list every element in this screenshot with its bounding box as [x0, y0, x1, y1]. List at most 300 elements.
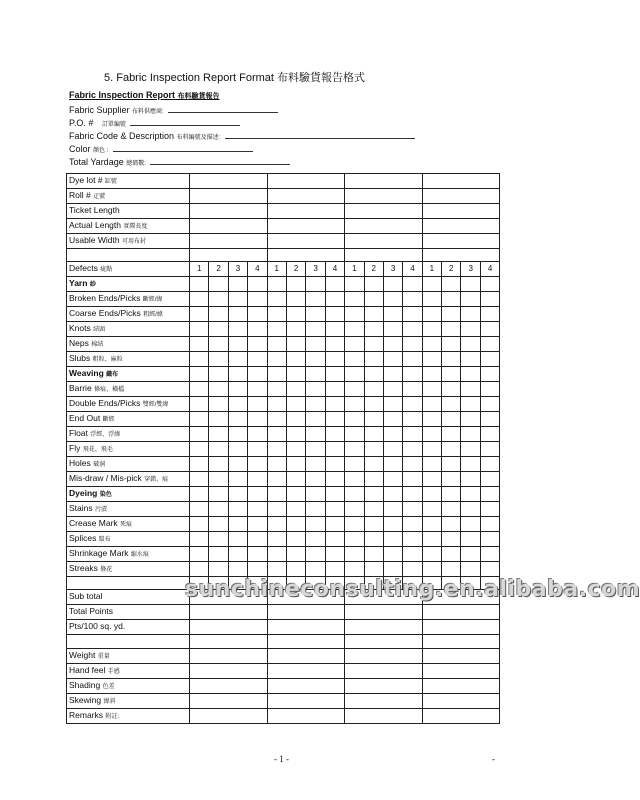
point-entry-cell[interactable] [325, 352, 344, 367]
point-entry-cell[interactable] [422, 487, 441, 502]
point-entry-cell[interactable] [325, 457, 344, 472]
point-entry-cell[interactable] [228, 337, 247, 352]
point-entry-cell[interactable] [209, 532, 228, 547]
point-entry-cell[interactable] [383, 517, 402, 532]
point-entry-cell[interactable] [190, 412, 209, 427]
point-entry-cell[interactable] [422, 397, 441, 412]
point-entry-cell[interactable] [461, 532, 480, 547]
point-entry-cell[interactable] [422, 472, 441, 487]
point-entry-cell[interactable] [209, 427, 228, 442]
point-entry-cell[interactable] [461, 487, 480, 502]
point-entry-cell[interactable] [345, 517, 364, 532]
summary-entry-cell[interactable] [267, 693, 345, 708]
point-entry-cell[interactable] [383, 547, 402, 562]
point-entry-cell[interactable] [306, 472, 325, 487]
point-entry-cell[interactable] [480, 367, 499, 382]
point-entry-cell[interactable] [461, 562, 480, 577]
point-entry-cell[interactable] [383, 427, 402, 442]
roll-entry-cell[interactable] [267, 204, 345, 219]
point-entry-cell[interactable] [325, 517, 344, 532]
summary-entry-cell[interactable] [345, 635, 423, 648]
point-entry-cell[interactable] [325, 487, 344, 502]
point-entry-cell[interactable] [383, 307, 402, 322]
point-entry-cell[interactable] [209, 292, 228, 307]
point-entry-cell[interactable] [190, 352, 209, 367]
point-entry-cell[interactable] [345, 487, 364, 502]
point-entry-cell[interactable] [442, 487, 461, 502]
point-entry-cell[interactable] [364, 442, 383, 457]
point-entry-cell[interactable] [345, 337, 364, 352]
point-entry-cell[interactable] [480, 517, 499, 532]
point-entry-cell[interactable] [364, 292, 383, 307]
roll-entry-cell[interactable] [422, 174, 500, 189]
point-entry-cell[interactable] [364, 427, 383, 442]
summary-entry-cell[interactable] [190, 663, 268, 678]
point-entry-cell[interactable] [461, 397, 480, 412]
point-entry-cell[interactable] [306, 517, 325, 532]
point-entry-cell[interactable] [461, 337, 480, 352]
point-entry-cell[interactable] [228, 307, 247, 322]
point-entry-cell[interactable] [442, 397, 461, 412]
point-entry-cell[interactable] [364, 322, 383, 337]
point-entry-cell[interactable] [267, 307, 286, 322]
point-entry-cell[interactable] [403, 502, 422, 517]
point-entry-cell[interactable] [480, 412, 499, 427]
point-entry-cell[interactable] [190, 487, 209, 502]
point-entry-cell[interactable] [267, 382, 286, 397]
point-entry-cell[interactable] [228, 382, 247, 397]
point-entry-cell[interactable] [364, 532, 383, 547]
point-entry-cell[interactable] [267, 337, 286, 352]
point-entry-cell[interactable] [325, 547, 344, 562]
summary-entry-cell[interactable] [190, 620, 268, 635]
point-entry-cell[interactable] [248, 502, 267, 517]
point-entry-cell[interactable] [325, 532, 344, 547]
point-entry-cell[interactable] [190, 277, 209, 292]
point-entry-cell[interactable] [325, 337, 344, 352]
point-entry-cell[interactable] [325, 277, 344, 292]
point-entry-cell[interactable] [442, 562, 461, 577]
point-entry-cell[interactable] [345, 532, 364, 547]
summary-entry-cell[interactable] [267, 663, 345, 678]
point-entry-cell[interactable] [403, 337, 422, 352]
point-entry-cell[interactable] [403, 292, 422, 307]
point-entry-cell[interactable] [403, 322, 422, 337]
point-entry-cell[interactable] [267, 547, 286, 562]
point-entry-cell[interactable] [461, 502, 480, 517]
point-entry-cell[interactable] [422, 367, 441, 382]
point-entry-cell[interactable] [286, 382, 305, 397]
point-entry-cell[interactable] [325, 412, 344, 427]
point-entry-cell[interactable] [306, 292, 325, 307]
point-entry-cell[interactable] [422, 442, 441, 457]
point-entry-cell[interactable] [345, 322, 364, 337]
summary-entry-cell[interactable] [422, 605, 500, 620]
point-entry-cell[interactable] [480, 442, 499, 457]
point-entry-cell[interactable] [461, 292, 480, 307]
point-entry-cell[interactable] [228, 517, 247, 532]
roll-entry-cell[interactable] [345, 234, 423, 249]
point-entry-cell[interactable] [286, 442, 305, 457]
point-entry-cell[interactable] [190, 457, 209, 472]
point-entry-cell[interactable] [190, 367, 209, 382]
point-entry-cell[interactable] [248, 367, 267, 382]
point-entry-cell[interactable] [248, 307, 267, 322]
point-entry-cell[interactable] [306, 427, 325, 442]
point-entry-cell[interactable] [248, 487, 267, 502]
point-entry-cell[interactable] [383, 442, 402, 457]
point-entry-cell[interactable] [286, 427, 305, 442]
summary-entry-cell[interactable] [267, 678, 345, 693]
point-entry-cell[interactable] [461, 457, 480, 472]
point-entry-cell[interactable] [248, 562, 267, 577]
point-entry-cell[interactable] [364, 412, 383, 427]
point-entry-cell[interactable] [190, 547, 209, 562]
point-entry-cell[interactable] [422, 427, 441, 442]
summary-entry-cell[interactable] [422, 620, 500, 635]
point-entry-cell[interactable] [461, 367, 480, 382]
point-entry-cell[interactable] [364, 397, 383, 412]
point-entry-cell[interactable] [267, 532, 286, 547]
point-entry-cell[interactable] [306, 562, 325, 577]
point-entry-cell[interactable] [422, 562, 441, 577]
point-entry-cell[interactable] [442, 307, 461, 322]
point-entry-cell[interactable] [364, 502, 383, 517]
point-entry-cell[interactable] [442, 472, 461, 487]
point-entry-cell[interactable] [442, 502, 461, 517]
roll-entry-cell[interactable] [422, 204, 500, 219]
point-entry-cell[interactable] [383, 412, 402, 427]
point-entry-cell[interactable] [383, 292, 402, 307]
point-entry-cell[interactable] [345, 562, 364, 577]
point-entry-cell[interactable] [461, 382, 480, 397]
summary-entry-cell[interactable] [190, 678, 268, 693]
point-entry-cell[interactable] [422, 532, 441, 547]
point-entry-cell[interactable] [325, 472, 344, 487]
point-entry-cell[interactable] [209, 367, 228, 382]
point-entry-cell[interactable] [345, 502, 364, 517]
fabric-supplier-line[interactable] [168, 103, 278, 113]
point-entry-cell[interactable] [209, 382, 228, 397]
point-entry-cell[interactable] [403, 562, 422, 577]
summary-entry-cell[interactable] [422, 693, 500, 708]
point-entry-cell[interactable] [383, 382, 402, 397]
point-entry-cell[interactable] [345, 412, 364, 427]
point-entry-cell[interactable] [403, 472, 422, 487]
point-entry-cell[interactable] [422, 307, 441, 322]
point-entry-cell[interactable] [228, 427, 247, 442]
point-entry-cell[interactable] [345, 442, 364, 457]
point-entry-cell[interactable] [286, 457, 305, 472]
point-entry-cell[interactable] [228, 397, 247, 412]
point-entry-cell[interactable] [364, 457, 383, 472]
point-entry-cell[interactable] [325, 502, 344, 517]
point-entry-cell[interactable] [190, 337, 209, 352]
point-entry-cell[interactable] [228, 322, 247, 337]
roll-entry-cell[interactable] [190, 174, 268, 189]
point-entry-cell[interactable] [383, 562, 402, 577]
summary-entry-cell[interactable] [190, 708, 268, 723]
roll-entry-cell[interactable] [190, 204, 268, 219]
point-entry-cell[interactable] [267, 277, 286, 292]
point-entry-cell[interactable] [209, 472, 228, 487]
point-entry-cell[interactable] [383, 277, 402, 292]
point-entry-cell[interactable] [345, 472, 364, 487]
point-entry-cell[interactable] [306, 532, 325, 547]
point-entry-cell[interactable] [383, 502, 402, 517]
point-entry-cell[interactable] [442, 442, 461, 457]
point-entry-cell[interactable] [422, 412, 441, 427]
point-entry-cell[interactable] [248, 382, 267, 397]
point-entry-cell[interactable] [325, 322, 344, 337]
point-entry-cell[interactable] [248, 457, 267, 472]
roll-entry-cell[interactable] [345, 189, 423, 204]
point-entry-cell[interactable] [383, 487, 402, 502]
point-entry-cell[interactable] [403, 397, 422, 412]
point-entry-cell[interactable] [306, 352, 325, 367]
point-entry-cell[interactable] [403, 382, 422, 397]
point-entry-cell[interactable] [345, 307, 364, 322]
point-entry-cell[interactable] [442, 367, 461, 382]
point-entry-cell[interactable] [209, 547, 228, 562]
point-entry-cell[interactable] [480, 352, 499, 367]
point-entry-cell[interactable] [403, 307, 422, 322]
point-entry-cell[interactable] [345, 397, 364, 412]
point-entry-cell[interactable] [209, 277, 228, 292]
point-entry-cell[interactable] [364, 367, 383, 382]
point-entry-cell[interactable] [480, 292, 499, 307]
point-entry-cell[interactable] [286, 502, 305, 517]
point-entry-cell[interactable] [190, 322, 209, 337]
point-entry-cell[interactable] [248, 337, 267, 352]
point-entry-cell[interactable] [190, 442, 209, 457]
point-entry-cell[interactable] [422, 382, 441, 397]
point-entry-cell[interactable] [364, 352, 383, 367]
summary-entry-cell[interactable] [267, 620, 345, 635]
point-entry-cell[interactable] [480, 487, 499, 502]
point-entry-cell[interactable] [442, 517, 461, 532]
point-entry-cell[interactable] [286, 487, 305, 502]
point-entry-cell[interactable] [267, 322, 286, 337]
roll-entry-cell[interactable] [345, 204, 423, 219]
point-entry-cell[interactable] [364, 487, 383, 502]
point-entry-cell[interactable] [383, 352, 402, 367]
point-entry-cell[interactable] [286, 307, 305, 322]
point-entry-cell[interactable] [383, 337, 402, 352]
point-entry-cell[interactable] [422, 457, 441, 472]
point-entry-cell[interactable] [364, 307, 383, 322]
point-entry-cell[interactable] [228, 532, 247, 547]
point-entry-cell[interactable] [267, 502, 286, 517]
point-entry-cell[interactable] [248, 322, 267, 337]
point-entry-cell[interactable] [228, 367, 247, 382]
point-entry-cell[interactable] [442, 292, 461, 307]
point-entry-cell[interactable] [306, 307, 325, 322]
point-entry-cell[interactable] [228, 472, 247, 487]
point-entry-cell[interactable] [325, 367, 344, 382]
point-entry-cell[interactable] [461, 547, 480, 562]
point-entry-cell[interactable] [422, 352, 441, 367]
point-entry-cell[interactable] [442, 352, 461, 367]
point-entry-cell[interactable] [383, 322, 402, 337]
point-entry-cell[interactable] [286, 547, 305, 562]
point-entry-cell[interactable] [248, 292, 267, 307]
point-entry-cell[interactable] [364, 562, 383, 577]
point-entry-cell[interactable] [364, 277, 383, 292]
point-entry-cell[interactable] [228, 457, 247, 472]
point-entry-cell[interactable] [267, 487, 286, 502]
summary-entry-cell[interactable] [345, 620, 423, 635]
point-entry-cell[interactable] [422, 292, 441, 307]
summary-entry-cell[interactable] [190, 693, 268, 708]
summary-entry-cell[interactable] [422, 648, 500, 663]
point-entry-cell[interactable] [325, 442, 344, 457]
point-entry-cell[interactable] [248, 442, 267, 457]
roll-entry-cell[interactable] [190, 234, 268, 249]
color-line[interactable] [113, 142, 253, 152]
point-entry-cell[interactable] [480, 277, 499, 292]
point-entry-cell[interactable] [403, 517, 422, 532]
summary-entry-cell[interactable] [267, 605, 345, 620]
point-entry-cell[interactable] [345, 367, 364, 382]
point-entry-cell[interactable] [286, 322, 305, 337]
roll-entry-cell[interactable] [267, 249, 345, 262]
point-entry-cell[interactable] [442, 382, 461, 397]
point-entry-cell[interactable] [248, 352, 267, 367]
point-entry-cell[interactable] [267, 367, 286, 382]
roll-entry-cell[interactable] [345, 249, 423, 262]
point-entry-cell[interactable] [286, 367, 305, 382]
point-entry-cell[interactable] [480, 307, 499, 322]
point-entry-cell[interactable] [190, 562, 209, 577]
point-entry-cell[interactable] [383, 457, 402, 472]
point-entry-cell[interactable] [442, 337, 461, 352]
point-entry-cell[interactable] [248, 412, 267, 427]
point-entry-cell[interactable] [345, 292, 364, 307]
point-entry-cell[interactable] [442, 532, 461, 547]
point-entry-cell[interactable] [480, 427, 499, 442]
point-entry-cell[interactable] [480, 322, 499, 337]
point-entry-cell[interactable] [364, 382, 383, 397]
point-entry-cell[interactable] [209, 502, 228, 517]
point-entry-cell[interactable] [461, 517, 480, 532]
roll-entry-cell[interactable] [422, 234, 500, 249]
point-entry-cell[interactable] [267, 352, 286, 367]
point-entry-cell[interactable] [286, 517, 305, 532]
point-entry-cell[interactable] [267, 397, 286, 412]
point-entry-cell[interactable] [190, 307, 209, 322]
point-entry-cell[interactable] [403, 547, 422, 562]
point-entry-cell[interactable] [461, 442, 480, 457]
summary-entry-cell[interactable] [345, 693, 423, 708]
point-entry-cell[interactable] [403, 457, 422, 472]
point-entry-cell[interactable] [306, 397, 325, 412]
point-entry-cell[interactable] [228, 442, 247, 457]
roll-entry-cell[interactable] [345, 219, 423, 234]
point-entry-cell[interactable] [325, 382, 344, 397]
point-entry-cell[interactable] [480, 337, 499, 352]
point-entry-cell[interactable] [209, 307, 228, 322]
point-entry-cell[interactable] [267, 292, 286, 307]
point-entry-cell[interactable] [267, 442, 286, 457]
fabric-code-line[interactable] [225, 129, 415, 139]
point-entry-cell[interactable] [228, 562, 247, 577]
point-entry-cell[interactable] [461, 277, 480, 292]
point-entry-cell[interactable] [422, 337, 441, 352]
summary-entry-cell[interactable] [267, 635, 345, 648]
point-entry-cell[interactable] [286, 472, 305, 487]
point-entry-cell[interactable] [228, 487, 247, 502]
point-entry-cell[interactable] [228, 277, 247, 292]
point-entry-cell[interactable] [267, 517, 286, 532]
point-entry-cell[interactable] [286, 412, 305, 427]
point-entry-cell[interactable] [422, 517, 441, 532]
point-entry-cell[interactable] [190, 397, 209, 412]
summary-entry-cell[interactable] [267, 708, 345, 723]
point-entry-cell[interactable] [480, 397, 499, 412]
point-entry-cell[interactable] [364, 547, 383, 562]
point-entry-cell[interactable] [306, 442, 325, 457]
point-entry-cell[interactable] [461, 352, 480, 367]
point-entry-cell[interactable] [306, 547, 325, 562]
point-entry-cell[interactable] [248, 427, 267, 442]
summary-entry-cell[interactable] [345, 648, 423, 663]
point-entry-cell[interactable] [422, 502, 441, 517]
point-entry-cell[interactable] [422, 277, 441, 292]
roll-entry-cell[interactable] [267, 234, 345, 249]
summary-entry-cell[interactable] [422, 708, 500, 723]
roll-entry-cell[interactable] [190, 189, 268, 204]
point-entry-cell[interactable] [267, 457, 286, 472]
point-entry-cell[interactable] [364, 472, 383, 487]
point-entry-cell[interactable] [325, 307, 344, 322]
point-entry-cell[interactable] [228, 292, 247, 307]
point-entry-cell[interactable] [480, 382, 499, 397]
point-entry-cell[interactable] [248, 532, 267, 547]
point-entry-cell[interactable] [480, 502, 499, 517]
point-entry-cell[interactable] [190, 382, 209, 397]
point-entry-cell[interactable] [325, 397, 344, 412]
point-entry-cell[interactable] [345, 352, 364, 367]
point-entry-cell[interactable] [480, 547, 499, 562]
roll-entry-cell[interactable] [345, 174, 423, 189]
point-entry-cell[interactable] [364, 517, 383, 532]
summary-entry-cell[interactable] [345, 663, 423, 678]
point-entry-cell[interactable] [403, 427, 422, 442]
roll-entry-cell[interactable] [422, 219, 500, 234]
point-entry-cell[interactable] [306, 337, 325, 352]
point-entry-cell[interactable] [345, 547, 364, 562]
point-entry-cell[interactable] [480, 562, 499, 577]
point-entry-cell[interactable] [190, 292, 209, 307]
po-number-line[interactable] [130, 116, 240, 126]
point-entry-cell[interactable] [306, 322, 325, 337]
point-entry-cell[interactable] [383, 367, 402, 382]
point-entry-cell[interactable] [190, 532, 209, 547]
roll-entry-cell[interactable] [422, 249, 500, 262]
point-entry-cell[interactable] [345, 277, 364, 292]
point-entry-cell[interactable] [190, 427, 209, 442]
point-entry-cell[interactable] [267, 427, 286, 442]
point-entry-cell[interactable] [286, 292, 305, 307]
point-entry-cell[interactable] [403, 412, 422, 427]
point-entry-cell[interactable] [209, 562, 228, 577]
point-entry-cell[interactable] [461, 472, 480, 487]
point-entry-cell[interactable] [345, 457, 364, 472]
point-entry-cell[interactable] [209, 337, 228, 352]
point-entry-cell[interactable] [325, 562, 344, 577]
point-entry-cell[interactable] [286, 397, 305, 412]
